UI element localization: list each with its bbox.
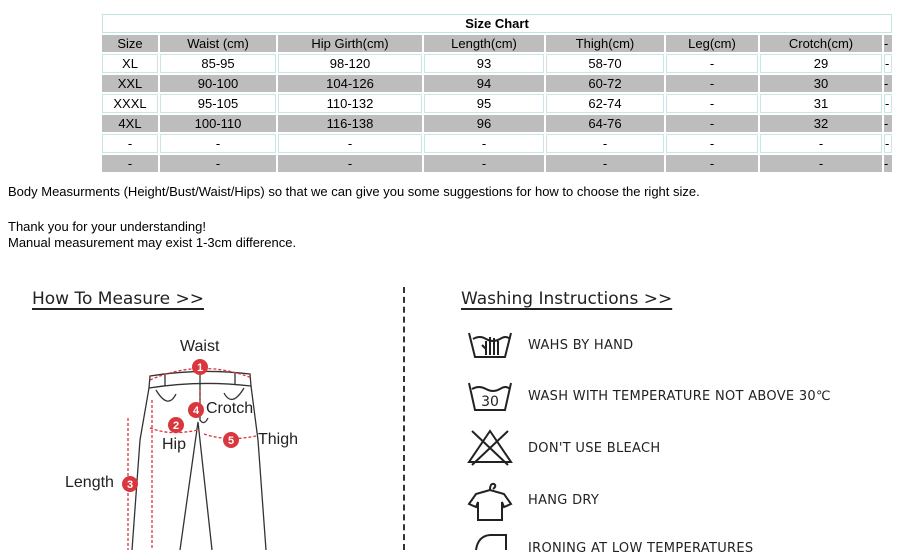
table-cell: -: [884, 134, 892, 153]
thigh-label: Thigh: [258, 431, 299, 448]
thanks-note: Thank you for your understanding!: [8, 219, 207, 234]
table-cell: 95-105: [160, 94, 276, 113]
table-row: [102, 155, 892, 172]
header-cell: Length(cm): [424, 35, 544, 52]
table-cell: -: [160, 155, 276, 172]
table-cell: 62-74: [546, 94, 664, 113]
measurement-markers: [122, 359, 239, 492]
header-cell: Leg(cm): [666, 35, 758, 52]
iron-low-label: [528, 541, 754, 556]
marker-5-number: 5: [227, 435, 235, 447]
table-cell: -: [102, 134, 158, 153]
pants-diagram: [0, 330, 400, 550]
table-cell: -: [278, 155, 422, 172]
header-cell: Thigh(cm): [546, 35, 664, 52]
table-header-row: [102, 35, 892, 52]
size-chart-table: [100, 12, 894, 174]
table-cell: -: [546, 155, 664, 172]
table-cell: XXXL: [102, 94, 158, 113]
table-row: [102, 54, 892, 73]
marker-2-number: 2: [172, 420, 180, 432]
table-cell: -: [884, 54, 892, 73]
measurement-note: Body Measurments (Height/Bust/Waist/Hips) so that we can give you some suggestions for how to choose the right size.: [8, 184, 700, 199]
table-row: [102, 94, 892, 113]
table-cell: 90-100: [160, 75, 276, 92]
size-chart-title: Size Chart: [102, 14, 892, 33]
iron-low-label-text: IRONING AT LOW TEMPERATURES: [528, 541, 754, 556]
table-cell: 100-110: [160, 115, 276, 132]
table-cell: 4XL: [102, 115, 158, 132]
hip-label: Hip: [162, 436, 187, 453]
marker-4-number: 4: [192, 405, 200, 417]
table-cell: -: [666, 54, 758, 73]
table-cell: 98-120: [278, 54, 422, 73]
table-cell: 30: [760, 75, 882, 92]
table-cell: -: [424, 134, 544, 153]
table-cell: -: [424, 155, 544, 172]
table-cell: 32: [760, 115, 882, 132]
table-cell: -: [666, 155, 758, 172]
hang-dry-icon: [466, 480, 514, 522]
table-cell: 94: [424, 75, 544, 92]
table-cell: XXL: [102, 75, 158, 92]
wash-temperature-label: WASH WITH TEMPERATURE NOT ABOVE 30℃: [528, 389, 831, 404]
table-cell: -: [884, 94, 892, 113]
table-row: [102, 115, 892, 132]
hand-wash-icon: [466, 325, 516, 363]
table-cell: XL: [102, 54, 158, 73]
table-cell: 93: [424, 54, 544, 73]
table-cell: 29: [760, 54, 882, 73]
table-cell: -: [666, 75, 758, 92]
header-cell: Waist (cm): [160, 35, 276, 52]
table-row: [102, 75, 892, 92]
table-cell: -: [884, 115, 892, 132]
table-cell: 104-126: [278, 75, 422, 92]
no-bleach-icon: [466, 428, 514, 466]
table-cell: -: [666, 115, 758, 132]
section-divider: [403, 287, 405, 550]
table-cell: 95: [424, 94, 544, 113]
table-cell: 60-72: [546, 75, 664, 92]
table-cell: 85-95: [160, 54, 276, 73]
marker-3-number: 3: [126, 479, 134, 491]
difference-note: Manual measurement may exist 1-3cm difference.: [8, 235, 297, 250]
table-cell: -: [884, 75, 892, 92]
table-cell: -: [160, 134, 276, 153]
header-cell: Crotch(cm): [760, 35, 882, 52]
hang-dry-label: HANG DRY: [528, 493, 600, 508]
no-bleach-label: DON'T USE BLEACH: [528, 441, 661, 456]
marker-1-number: 1: [196, 362, 204, 374]
header-cell: Hip Girth(cm): [278, 35, 422, 52]
table-cell: -: [760, 155, 882, 172]
table-cell: -: [666, 94, 758, 113]
header-cell: Size: [102, 35, 158, 52]
table-cell: -: [884, 155, 892, 172]
iron-low-icon: [466, 532, 514, 550]
table-cell: -: [666, 134, 758, 153]
table-cell: 110-132: [278, 94, 422, 113]
table-cell: -: [102, 155, 158, 172]
table-cell: -: [278, 134, 422, 153]
table-cell: 31: [760, 94, 882, 113]
header-cell: -: [884, 35, 892, 52]
table-cell: 96: [424, 115, 544, 132]
hand-wash-label: WAHS BY HAND: [528, 338, 634, 353]
table-cell: 64-76: [546, 115, 664, 132]
table-cell: -: [760, 134, 882, 153]
table-row: [102, 134, 892, 153]
crotch-label: Crotch: [206, 400, 254, 417]
table-cell: -: [546, 134, 664, 153]
washing-instructions-heading: Washing Instructions >>: [461, 289, 673, 309]
length-label: Length: [65, 474, 114, 491]
table-cell: 58-70: [546, 54, 664, 73]
table-cell: 116-138: [278, 115, 422, 132]
how-to-measure-heading: How To Measure >>: [32, 289, 204, 309]
wash-temperature-text: 30: [481, 394, 499, 410]
waist-label: Waist: [180, 338, 220, 355]
wash-30-icon: [466, 378, 516, 414]
